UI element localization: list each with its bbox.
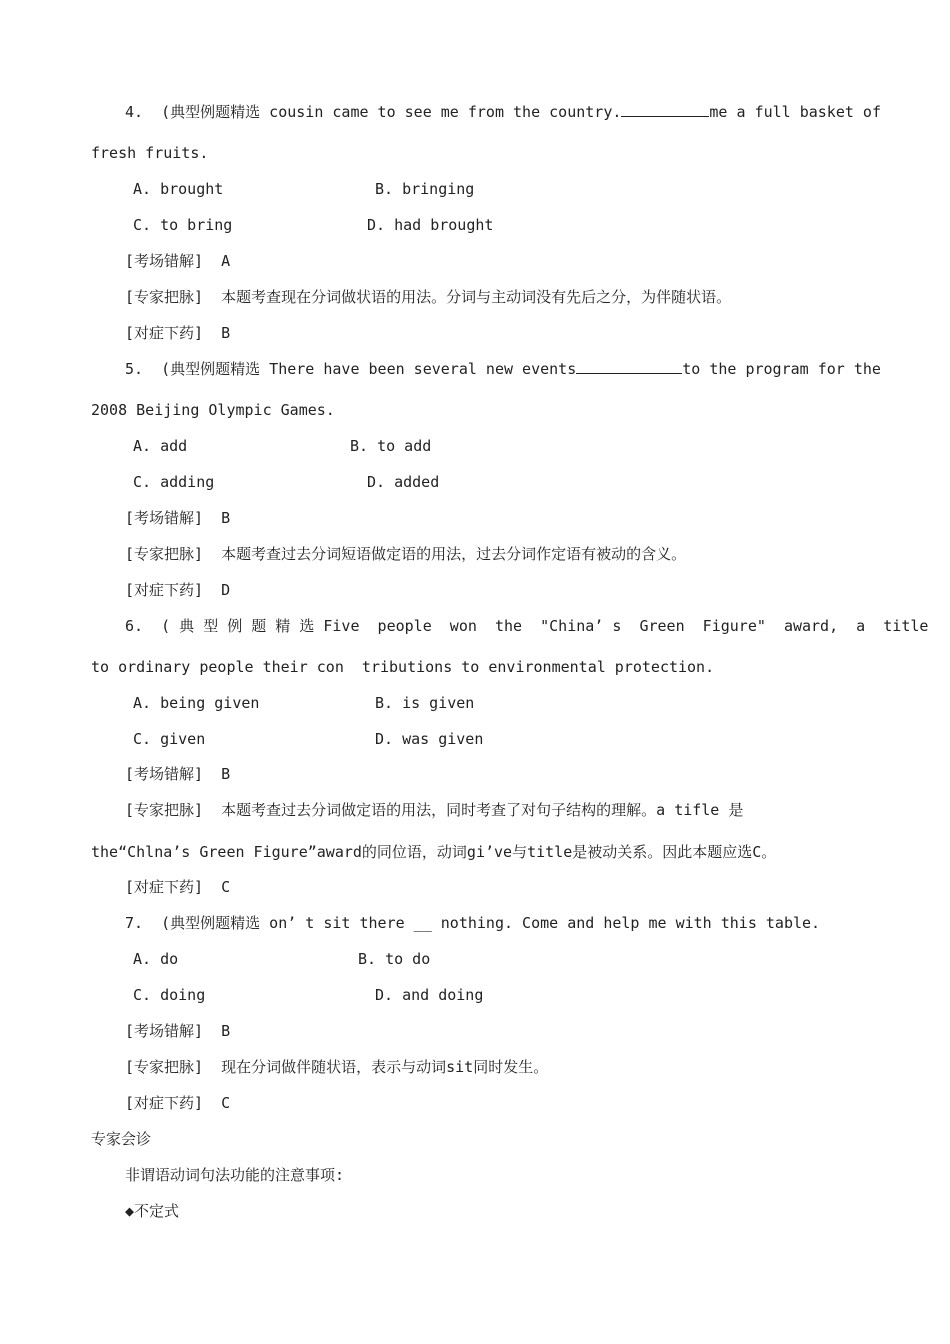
q6-option-c: C. given [133, 730, 206, 748]
q4-option-d: D. had brought [367, 216, 494, 234]
q5-option-c: C. adding [133, 473, 215, 491]
q4-stem-pre: 4. (典型例题精选 cousin came to see me from the country. [125, 103, 622, 121]
q5-stem-line2: 2008 Beijing Olympic Games. [91, 401, 335, 419]
q6-stem-line1: 6. ( 典 型 例 题 精 选 Five people won the "China’ s Green Figure" award, a title [125, 617, 929, 635]
q6-stem-line2: to ordinary people their con tributions to environmental protection. [91, 658, 715, 676]
q5-expert-analysis: [专家把脉] 本题考查过去分词短语做定语的用法，过去分词作定语有被动的含义。 [125, 545, 687, 563]
q7-correct-answer: [对症下药] C [125, 1094, 231, 1112]
q5-blank [576, 359, 682, 374]
q5-wrong-answer: [考场错解] B [125, 509, 231, 527]
q5-option-b: B. to add [350, 437, 432, 455]
section-intro: 非谓语动词句法功能的注意事项: [125, 1166, 345, 1184]
q4-stem-line1 [91, 102, 881, 122]
q5-option-a: A. add [133, 437, 188, 455]
q7-option-c: C. doing [133, 986, 206, 1004]
q4-wrong-answer: [考场错解] A [125, 252, 231, 270]
q6-wrong-answer: [考场错解] B [125, 765, 231, 783]
q7-stem: 7. (典型例题精选 on’ t sit there __ nothing. Come and help me with this table. [125, 914, 821, 932]
q6-option-d: D. was given [375, 730, 484, 748]
q6-correct-answer: [对症下药] C [125, 878, 231, 896]
q4-option-c: C. to bring [133, 216, 233, 234]
q5-stem-line1 [91, 359, 881, 379]
q4-option-b: B. bringing [375, 180, 475, 198]
section-bullet-infinitive: ◆不定式 [125, 1202, 180, 1220]
section-title: 专家会诊 [91, 1130, 152, 1148]
q4-blank [621, 102, 709, 117]
q6-option-a: A. being given [133, 694, 260, 712]
q5-option-d: D. added [367, 473, 440, 491]
q4-stem-post: me a full basket of [709, 103, 881, 121]
q5-stem-post: to the program for the [682, 360, 881, 378]
q5-stem-pre: 5. (典型例题精选 There have been several new events [125, 360, 577, 378]
q7-option-b: B. to do [358, 950, 431, 968]
q4-correct-answer: [对症下药] B [125, 324, 231, 342]
q5-correct-answer: [对症下药] D [125, 581, 231, 599]
q7-option-d: D. and doing [375, 986, 484, 1004]
q4-stem-line2: fresh fruits. [91, 144, 209, 162]
q7-wrong-answer: [考场错解] B [125, 1022, 231, 1040]
q4-expert-analysis: [专家把脉] 本题考查现在分词做状语的用法。分词与主动词没有先后之分，为伴随状语。 [125, 288, 732, 306]
q6-expert-analysis-line2: the“Chlna’s Green Figure”award的同位语，动词gi’ve与title是被动关系。因此本题应选C。 [91, 843, 777, 861]
q6-expert-analysis-line1: [专家把脉] 本题考查过去分词做定语的用法，同时考查了对句子结构的理解。a tifle 是 [125, 801, 744, 819]
q6-option-b: B. is given [375, 694, 475, 712]
q7-expert-analysis: [专家把脉] 现在分词做伴随状语，表示与动词sit同时发生。 [125, 1058, 549, 1076]
q4-option-a: A. brought [133, 180, 224, 198]
q7-option-a: A. do [133, 950, 179, 968]
